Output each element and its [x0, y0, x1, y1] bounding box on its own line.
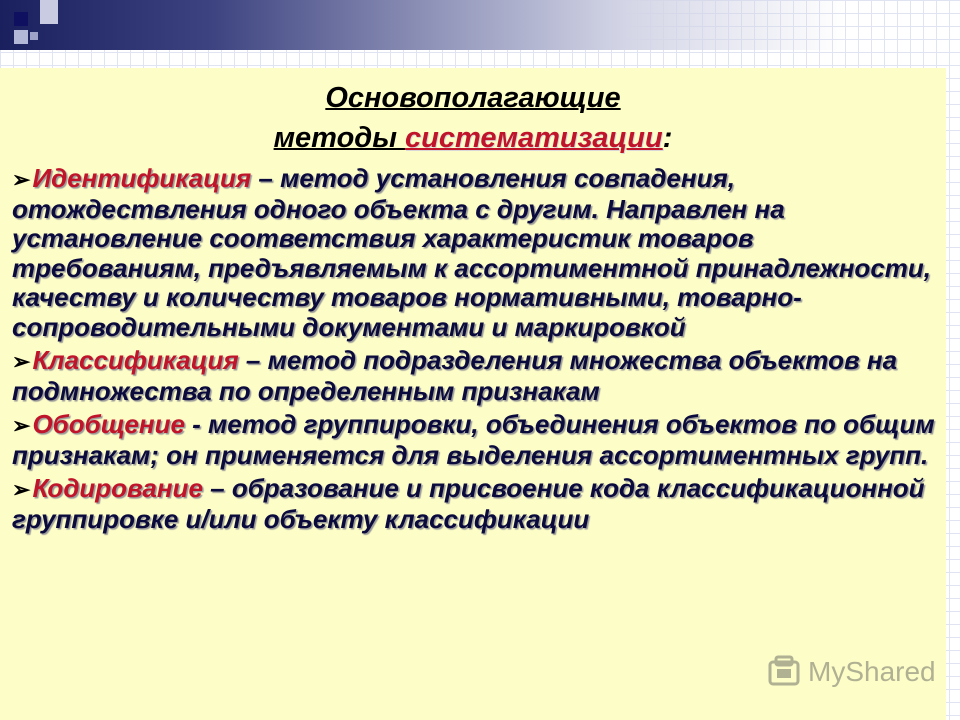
decor-square-light	[40, 0, 58, 24]
term-identification: Идентификация	[32, 163, 252, 193]
definition-text: - метод группировки, объединения объектов по общим признакам; он применяется для выделения ассортиментных групп.	[12, 409, 935, 470]
arrow-bullet-icon: ➢	[12, 349, 31, 374]
definition-text: – метод подразделения множества объектов на подмножества по определенным признакам	[12, 345, 898, 406]
decor-square-light	[14, 30, 28, 44]
watermark	[766, 652, 936, 692]
list-item-generalization	[12, 410, 942, 470]
methods-list	[12, 164, 942, 538]
term-generalization: Обобщение	[32, 409, 185, 439]
slide-title	[0, 78, 946, 158]
decor-square-small	[30, 32, 38, 40]
list-item-coding	[12, 474, 942, 534]
title-colon: :	[662, 122, 673, 154]
arrow-bullet-icon: ➢	[12, 413, 31, 438]
decor-square-dark	[14, 12, 28, 26]
top-decoration-band	[0, 0, 960, 50]
title-line-1: Основополагающие	[325, 82, 621, 114]
watermark-text: MyShared	[808, 656, 936, 687]
myshared-logo-icon	[766, 654, 802, 690]
term-coding: Кодирование	[32, 473, 203, 503]
term-classification: Классификация	[32, 345, 239, 375]
definition-text: – метод установления совпадения, отождествления одного объекта с другим. Направлен на установление соответствия характеристик товаров требованиям, предъявляемым к ассортиментной принадлежности, качеству и количеству товаров нормативными, товарно-сопроводительными документами и маркировкой	[12, 163, 932, 342]
definition-text: – образование и присвоение кода классификационной группировке и/или объекту классификации	[12, 473, 925, 534]
arrow-bullet-icon: ➢	[12, 477, 31, 502]
arrow-bullet-icon: ➢	[12, 167, 31, 192]
title-line-2	[0, 118, 946, 158]
title-word-systematization: систематизации	[405, 122, 663, 154]
list-item-identification	[12, 164, 942, 342]
list-item-classification	[12, 346, 942, 406]
title-word-methods: методы	[273, 122, 406, 154]
